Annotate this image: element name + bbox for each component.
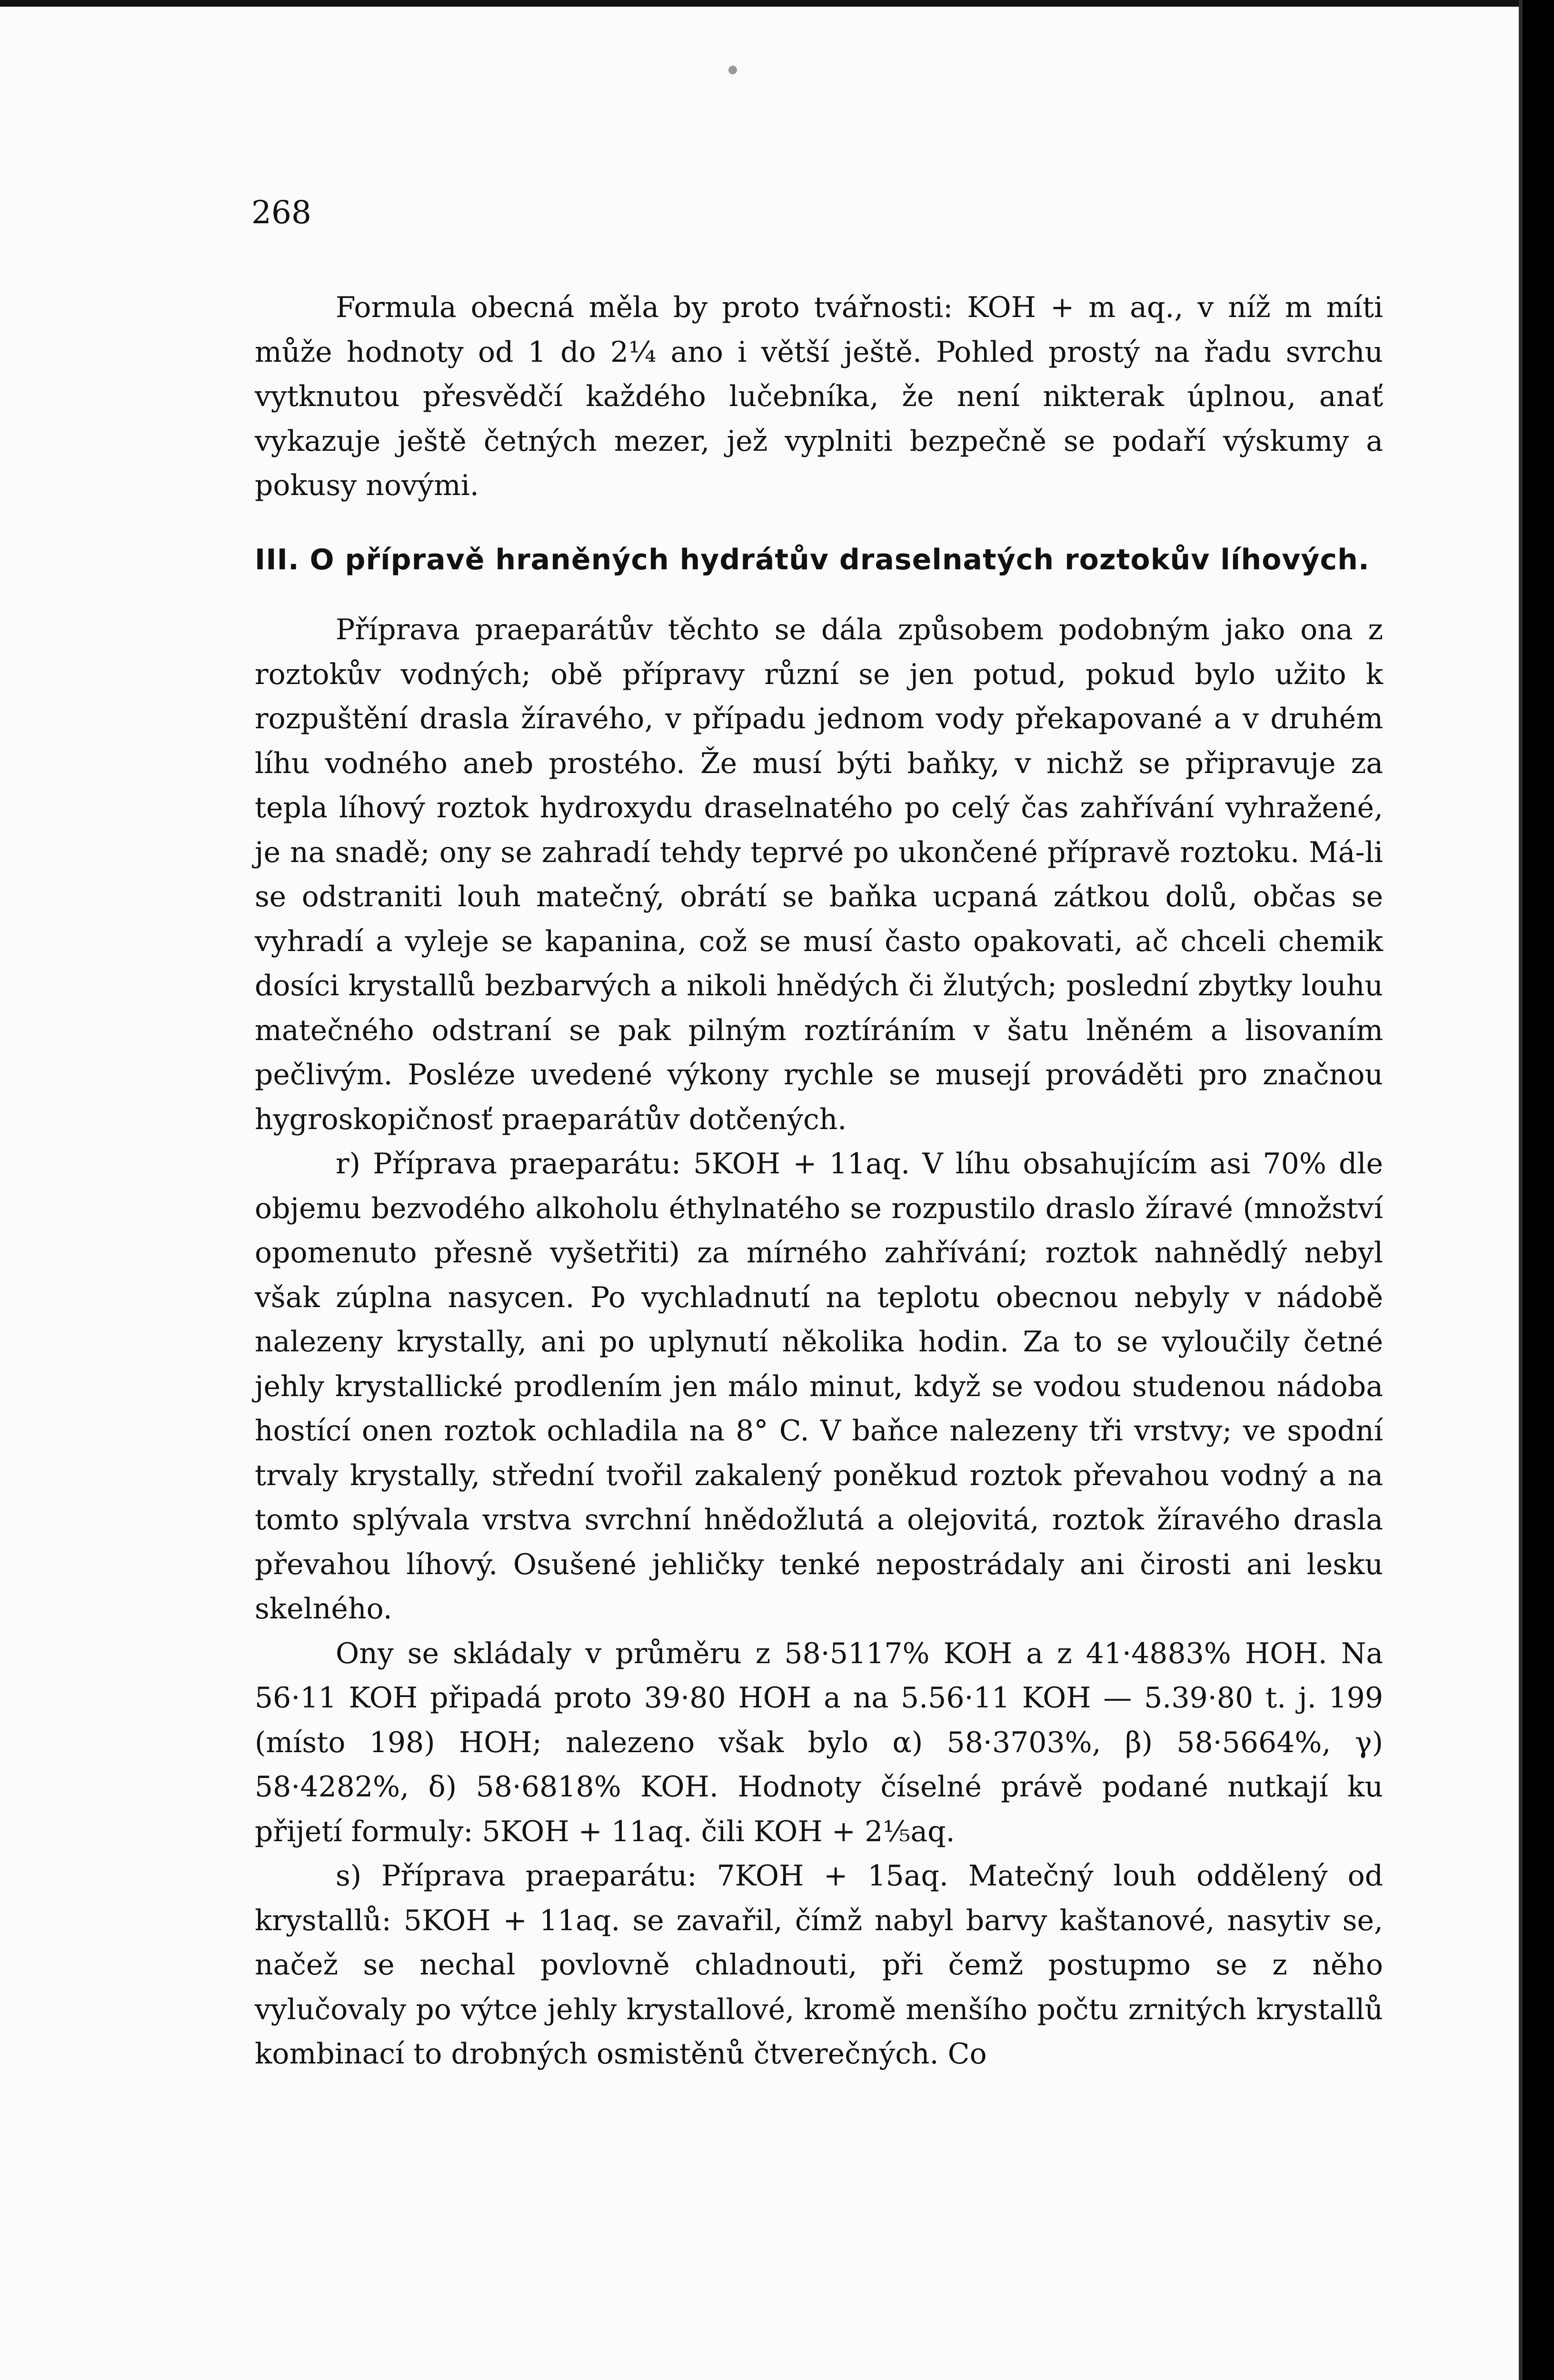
paragraph-preparation: Příprava praeparátův těchto se dála způsobem podobným jako ona z roztokův vodných; obě přípravy různí se jen potud, pokud bylo užito k rozpuštění drasla žíravého, v případu jednom vody překapované a v druhém líhu vodného aneb prostého. Že musí býti baňky, v nichž se připravuje za tepla líhový roztok hydroxydu draselnatého po celý čas zahřívání vyhražené, je na snadě; ony se zahradí tehdy teprvé po ukončené přípravě roztoku. Má-li se odstraniti louh matečný, obrátí se baňka ucpaná zátkou dolů, občas se vyhradí a vyleje se kapanina, což se musí často opakovati, ač chceli chemik dosíci krystallů bezbarvých a nikoli hnědých či žlutých; poslední zbytky louhu matečného odstraní se pak pilným roztíráním v šatu lněném a lisovaním pečlivým. Posléze uvedené výkony rychle se musejí prováděti pro značnou hygroskopičnosť praeparátův dotčených. xyxy=(255,613,1383,1136)
scan-speck xyxy=(728,66,737,74)
paragraph-formula: Formula obecná měla by proto tvářnosti: KOH + m aq., v níž m míti může hodnoty od 1 do 2¼ ano i větší ještě. Pohled prostý na řadu svrchu vytknutou přesvědčí každého lučebníka, že není nikterak úplnou, anať vykazuje ještě četných mezer, jež vyplniti bezpečně se podaří výskumy a pokusy novými. xyxy=(255,291,1383,502)
section-heading: III. O přípravě hraněných hydrátův draselnatých roztokův líhových. xyxy=(255,543,1370,576)
page-body xyxy=(255,286,1383,2077)
page-number: 268 xyxy=(251,194,311,231)
scan-edge xyxy=(0,0,1519,7)
paragraph-s: s) Příprava praeparátu: 7KOH + 15aq. Matečný louh oddělený od krystallů: 5KOH + 11aq. se zavařil, čímž nabyl barvy kaštanové, nasytiv se, načež se nechal povlovně chladnouti, při čemž postupmo se z něho vylučovaly po výtce jehly krystallové, kromě menšího počtu zrnitých krystallů kombinací to drobných osmistěnů čtverečných. Co xyxy=(255,1859,1383,2071)
paragraph-r: r) Příprava praeparátu: 5KOH + 11aq. V líhu obsahujícím asi 70% dle objemu bezvodého alkoholu éthylnatého se rozpustilo draslo žíravé (množství opomenuto přesně vyšetřiti) za mírného zahřívání; roztok nahnědlý nebyl však zúplna nasycen. Po vychladnutí na teplotu obecnou nebyly v nádobě nalezeny krystally, ani po uplynutí několika hodin. Za to se vyloučily četné jehly krystallické prodlením jen málo minut, když se vodou studenou nádoba hostící onen roztok ochladila na 8° C. V baňce nalezeny tři vrstvy; ve spodní trvaly krystally, střední tvořil zakalený poněkud roztok převahou vodný a na tomto splývala vrstva svrchní hnědožlutá a olejovitá, roztok žíravého drasla převahou líhový. Osušené jehličky tenké nepostrádaly ani čirosti ani lesku skelného. xyxy=(255,1147,1383,1626)
paragraph-composition: Ony se skládaly v průměru z 58·5117% KOH a z 41·4883% HOH. Na 56·11 KOH připadá proto 39·80 HOH a na 5.56·11 KOH — 5.39·80 t. j. 199 (místo 198) HOH; nalezeno však bylo α) 58·3703%, β) 58·5664%, γ) 58·4282%, δ) 58·6818% KOH. Hodnoty číselné právě podané nutkají ku přijetí formuly: 5KOH + 11aq. čili KOH + 2⅕aq. xyxy=(255,1636,1383,1848)
